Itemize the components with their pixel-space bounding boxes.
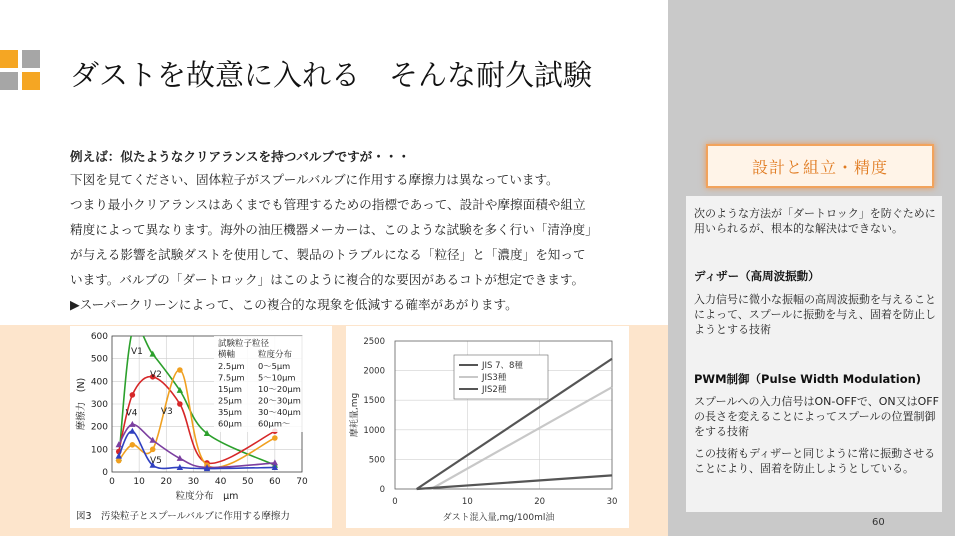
x-tick-label: 50 — [241, 477, 254, 487]
x-tick-label: 20 — [160, 477, 173, 487]
series-line-V5 — [119, 431, 275, 468]
y-tick-label: 2500 — [363, 337, 385, 347]
x-tick-label: 60 — [269, 477, 281, 487]
series-label-V4: V4 — [125, 408, 138, 419]
legend-row-range: 0〜5μm — [258, 361, 291, 371]
x-axis-label: ダスト混入量,mg/100ml油 — [442, 513, 555, 523]
legend-title: 試験粒子粒径 — [218, 339, 270, 349]
y-tick-label: 400 — [90, 377, 108, 388]
y-axis-label: 摩擦力 (N) — [76, 377, 87, 431]
legend-entry: JIS 7、8種 — [482, 361, 523, 371]
data-point-V4 — [129, 421, 135, 427]
legend-row-range: 5〜10μm — [258, 372, 296, 383]
x-axis-label: 粒度分布 μm — [175, 491, 239, 502]
side-intro-text: 次のような方法が「ダートロック」を防ぐために用いられるが、根本的な解決はできない。 — [694, 207, 936, 235]
data-point-V5 — [116, 453, 122, 459]
body-line-2: 下図を見てください、固体粒子がスプールバルブに作用する摩擦力は異なっています。 — [70, 172, 559, 187]
x-tick-label: 30 — [606, 497, 618, 507]
friction-chart-panel — [70, 326, 332, 528]
slide-title: ダストを故意に入れる そんな耐久試験 — [70, 58, 593, 92]
x-tick-label: 20 — [534, 497, 546, 507]
legend-row-size: 25μm — [218, 395, 242, 406]
series-label-V2: V2 — [150, 369, 162, 380]
body-line-1: 例えば：似たようなクリアランスを持つバルブですが・・・ — [70, 149, 411, 164]
body-line-3: つまり最小クリアランスはあくまでも管理するための指標であって、設計や摩擦面積や組立 — [70, 197, 586, 212]
wear-chart-panel — [346, 326, 629, 528]
body-line-6: います。バルブの「ダートロック」はこのように複合的な要因があるコトが想定できます。 — [70, 272, 585, 287]
body-line-4: 精度によって異なります。海外の油圧機器メーカーは、このような試験を多く行い「清浄度」 — [70, 222, 598, 237]
pwm-text-2: この技術もディザーと同じように常に振動させることにより、固着を防止しようとしている。 — [694, 447, 936, 475]
y-axis-label: 摩耗量,mg — [350, 392, 360, 438]
x-tick-label: 70 — [296, 477, 308, 487]
side-panel-title: 設計と組立・精度 — [706, 144, 934, 188]
data-point-V5 — [129, 428, 135, 434]
dither-text: 入力信号に微小な振幅の高周波振動を与えることによって、スプールに振動を与え、固着を防止しようとする技術 — [694, 293, 936, 336]
friction-chart-caption: 図3 汚染粒子とスプールバルブに作用する摩擦力 — [76, 511, 290, 522]
legend-row-size: 60μm — [218, 418, 242, 429]
legend-row-size: 7.5μm — [218, 372, 245, 383]
legend-header-x: 横軸 — [218, 350, 236, 360]
body-line-7: ▶スーパークリーンによって、この複合的な現象を低減する確率があがります。 — [70, 297, 518, 312]
x-tick-label: 10 — [133, 477, 145, 487]
x-tick-label: 0 — [392, 497, 398, 507]
series-label-V1: V1 — [131, 347, 143, 358]
friction-chart — [70, 326, 332, 528]
logo-square-orange-1 — [0, 50, 18, 68]
y-tick-label: 300 — [90, 400, 108, 410]
data-point-V3 — [150, 447, 156, 453]
y-tick-label: 500 — [368, 455, 385, 466]
data-point-V3 — [272, 435, 278, 441]
dither-heading: ディザー（高周波振動） — [694, 269, 820, 283]
data-point-V2 — [130, 392, 136, 398]
y-tick-label: 1000 — [363, 425, 385, 436]
legend-row-size: 2.5μm — [218, 361, 245, 371]
x-tick-label: 10 — [461, 497, 473, 507]
body-line-5: が与える影響を試験ダストを使用して、製品のトラブルになる「粒径」と「濃度」を知って — [70, 247, 586, 262]
data-point-V3 — [177, 367, 183, 373]
legend-row-range: 20〜30μm — [258, 395, 301, 406]
series-label-V3: V3 — [160, 407, 173, 418]
legend-row-range: 30〜40μm — [258, 407, 301, 417]
y-tick-label: 100 — [90, 445, 108, 456]
y-tick-label: 200 — [90, 422, 108, 433]
legend-entry: JIS2種 — [482, 385, 507, 395]
y-tick-label: 600 — [90, 332, 108, 342]
series-line — [417, 475, 612, 489]
legend-header-dist: 粒度分布 — [258, 350, 293, 360]
legend-row-range: 10〜20μm — [258, 384, 301, 394]
y-tick-label: 0 — [102, 468, 108, 478]
page-number: 60 — [872, 517, 885, 528]
legend-entry: JIS3種 — [482, 373, 507, 383]
wear-chart — [346, 326, 629, 528]
x-tick-label: 30 — [187, 477, 200, 487]
logo-square-gray-1 — [22, 50, 40, 68]
data-point-V3 — [116, 458, 122, 464]
series-label-V5: V5 — [150, 455, 162, 466]
data-point-V3 — [130, 442, 136, 448]
pwm-text: スプールへの入力信号はON-OFFで、ON又はOFFの長さを変えることによってスプールの位置制御をする技術 — [694, 395, 939, 438]
y-tick-label: 2000 — [363, 366, 385, 377]
logo-square-gray-2 — [0, 72, 18, 90]
x-tick-label: 40 — [214, 477, 227, 487]
series-line — [431, 387, 612, 489]
logo-square-orange-2 — [22, 72, 40, 90]
x-tick-label: 0 — [109, 477, 115, 487]
y-tick-label: 1500 — [363, 396, 385, 407]
legend-row-range: 60μm〜 — [258, 418, 291, 429]
y-tick-label: 0 — [379, 485, 385, 495]
y-tick-label: 500 — [90, 354, 108, 365]
legend-row-size: 35μm — [218, 407, 242, 417]
legend-row-size: 15μm — [218, 384, 242, 394]
pwm-heading: PWM制御（Pulse Width Modulation) — [694, 372, 922, 386]
data-point-V2 — [177, 401, 183, 407]
